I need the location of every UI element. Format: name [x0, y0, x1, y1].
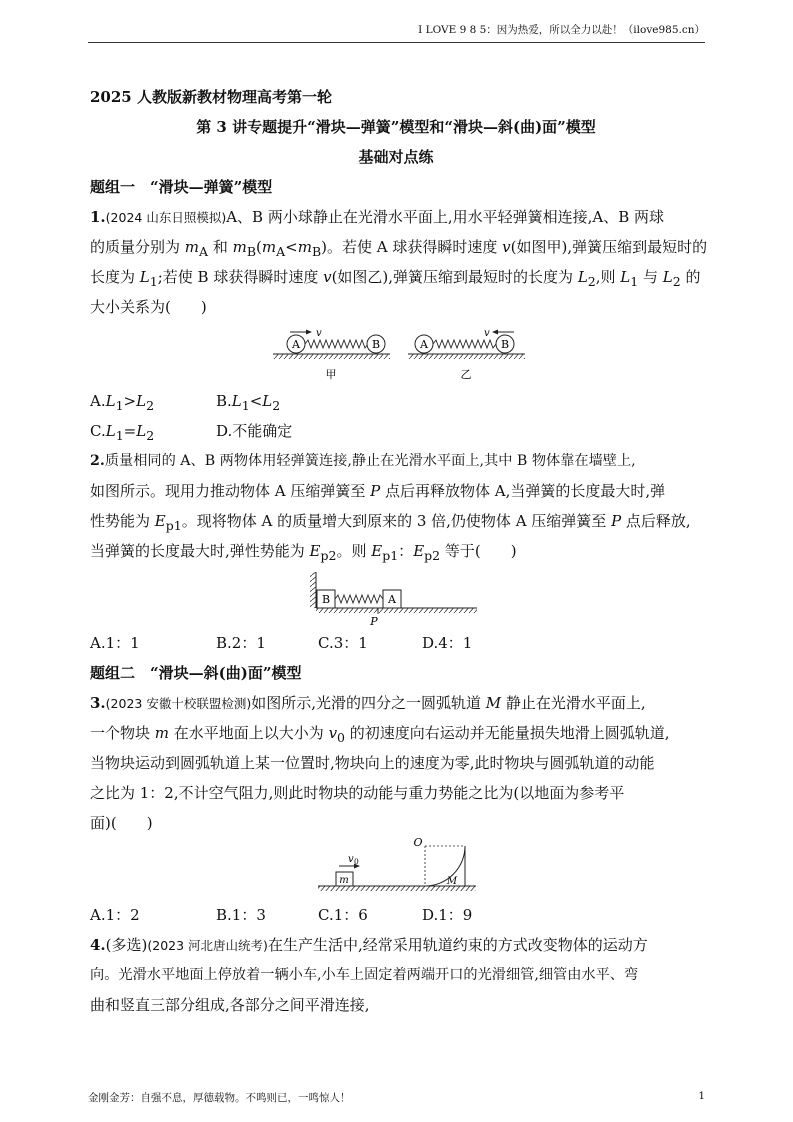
arc-track-diagram — [90, 838, 702, 900]
q3-sym: v — [328, 724, 338, 742]
q1-sym: v — [323, 268, 332, 286]
q4-number: 4. — [90, 936, 106, 954]
block-m-label: m — [339, 875, 349, 886]
q3-text: 在水平地面上以大小为 — [169, 724, 329, 742]
q3-line3: 当物块运动到圆弧轨道上某一位置时,物块向上的速度为零,此时物块与圆弧轨道的动能 — [90, 754, 655, 772]
q3-option-b[interactable]: B.1：3 — [216, 906, 266, 924]
q1-sym: B — [246, 244, 257, 259]
q1-sym: B — [311, 244, 322, 259]
q2-sym: p1 — [382, 548, 399, 563]
wall-spring-diagram — [90, 570, 702, 626]
q2-options — [90, 628, 702, 658]
q1-opt-text: > — [123, 392, 137, 410]
q1-text: 与 — [638, 268, 663, 286]
ball-a-label: A — [420, 338, 428, 351]
q3-text: 的初速度向右运动并无能量损失地滑上圆弧轨道, — [345, 724, 670, 742]
block-a-label: A — [388, 593, 396, 606]
q1-sym: 1 — [115, 428, 124, 443]
q1-sym: L — [105, 392, 116, 410]
q1-opt-text: C. — [90, 422, 106, 440]
q1-sym: 1 — [115, 398, 124, 413]
q4-prefix: (多选) — [105, 936, 148, 954]
q1-sym: L — [662, 268, 673, 286]
q2-option-a[interactable]: A.1：1 — [90, 634, 140, 652]
q1-sym: 1 — [241, 398, 250, 413]
q1-text: (如图乙),弹簧压缩到最短时的长度为 — [331, 268, 578, 286]
q2-text: 等于( ) — [440, 542, 517, 560]
q4-line2: 向。光滑水平地面上停放着一辆小车,小车上固定着两端开口的光滑细管,细管由水平、弯 — [90, 967, 639, 983]
q3-number: 3. — [90, 694, 106, 712]
q1-sym: L — [577, 268, 588, 286]
q2-sym: E — [371, 542, 383, 560]
q1-sym: m — [297, 238, 312, 256]
q3-option-a[interactable]: A.1：2 — [90, 906, 140, 924]
q1-sym: A — [199, 244, 209, 259]
q2-sym: p2 — [320, 548, 337, 563]
footer-motto: 金刚金芳：自强不息，厚德载物。不鸣则已，一鸣惊人！ — [88, 1092, 351, 1104]
q1-sym: L — [262, 392, 273, 410]
q1-sym: L — [139, 268, 150, 286]
q3-text: 一个物块 — [90, 724, 155, 742]
q1-sym: 2 — [146, 398, 155, 413]
q1-text: 的 — [680, 268, 701, 286]
q1-sym: m — [232, 238, 247, 256]
point-p-label: P — [370, 615, 378, 626]
q3-text: 如图所示,光滑的四分之一圆弧轨道 — [251, 694, 486, 712]
group-heading-1: 题组一 “滑块—弹簧”模型 — [90, 178, 273, 196]
q3-option-c[interactable]: C.1：6 — [318, 906, 368, 924]
q1-text: 长度为 — [90, 268, 140, 286]
velocity-label: v — [484, 328, 490, 339]
q1-options-row2 — [90, 416, 702, 446]
q1-sym: 2 — [672, 274, 681, 289]
page-number: 1 — [698, 1090, 705, 1102]
q2-sym: E — [154, 512, 166, 530]
block-b-label: B — [321, 593, 331, 606]
q1-sym: 1 — [630, 274, 639, 289]
top-label: 2025 人教版新教材物理高考第一轮 — [90, 88, 332, 106]
ball-a-label: A — [292, 338, 300, 351]
q1-sym: L — [136, 392, 147, 410]
ball-b-label: B — [371, 338, 381, 351]
q3-sym: M — [485, 694, 502, 712]
q1-sym: 2 — [587, 274, 596, 289]
figure-caption-left: 甲 — [325, 368, 337, 381]
q1-sym: m — [261, 238, 277, 256]
q1-sym: L — [231, 392, 242, 410]
ball-b-label: B — [500, 338, 510, 351]
q2-text: 点后释放, — [621, 512, 691, 530]
q3-line4: 之比为 1：2,不计空气阻力,则此时物块的动能与重力势能之比为(以地面为参考平 — [90, 784, 625, 802]
q1-sym: 1 — [149, 274, 158, 289]
q1-text: < — [285, 238, 298, 256]
q2-option-d[interactable]: D.4：1 — [422, 634, 473, 652]
question-2 — [90, 446, 702, 658]
question-3 — [90, 688, 702, 930]
wall — [310, 572, 316, 608]
q2-sym: p1 — [165, 518, 182, 533]
q2-sym: E — [309, 542, 321, 560]
q1-text: ;若使 B 球获得瞬时速度 — [157, 268, 324, 286]
q2-text: 点后再释放物体 A,当弹簧的长度最大时,弹 — [380, 482, 666, 500]
q1-sym: A — [276, 244, 286, 259]
figure-caption-right: 乙 — [460, 368, 472, 381]
group-heading-2: 题组二 “滑块—斜(曲)面”模型 — [90, 664, 302, 682]
q2-option-b[interactable]: B.2：1 — [216, 634, 266, 652]
q2-text: 如图所示。现用力推动物体 A 压缩弹簧至 — [90, 482, 371, 500]
q4-line1: 在生产生活中,经常采用轨道约束的方式改变物体的运动方 — [267, 936, 648, 954]
spring-ball-diagram — [90, 328, 702, 384]
q1-options-row1 — [90, 386, 702, 416]
q4-source: (2023 河北唐山统考) — [147, 938, 268, 953]
q1-sym: L — [105, 422, 116, 440]
q1-text: ( — [256, 238, 262, 256]
figure-left — [273, 328, 390, 381]
page-footer — [88, 1090, 705, 1105]
page-content — [90, 82, 708, 1020]
q1-opt-text: B. — [216, 392, 232, 410]
q1-text: )。若使 A 球获得瞬时速度 — [321, 238, 503, 256]
q1-source: (2024 山东日照模拟) — [105, 210, 227, 225]
q2-number: 2. — [90, 453, 105, 469]
q2-text: 。则 — [336, 542, 372, 560]
center-o-label: O — [413, 838, 423, 849]
q1-option-d[interactable]: D.不能确定 — [216, 422, 293, 440]
q2-sym: P — [370, 482, 381, 500]
q1-line4: 大小关系为( ) — [90, 298, 207, 316]
q1-text: 的质量分别为 — [90, 238, 185, 256]
q1-opt-text: < — [249, 392, 263, 410]
arc-track — [425, 846, 465, 886]
question-4 — [90, 930, 702, 1020]
q1-number: 1. — [90, 208, 106, 226]
q1-sym: 2 — [146, 428, 155, 443]
q3-figure — [90, 838, 702, 900]
track-m-label: M — [446, 876, 458, 887]
q1-line1: A、B 两小球静止在光滑水平面上,用水平轻弹簧相连接,A、B 两球 — [226, 208, 665, 226]
q2-text: 性势能为 — [90, 512, 155, 530]
page-header — [88, 22, 705, 43]
velocity-subscript: 0 — [354, 857, 359, 866]
q1-sym: L — [136, 422, 147, 440]
q3-options — [90, 900, 702, 930]
q2-sym: p2 — [424, 548, 441, 563]
q1-text: ,则 — [595, 268, 621, 286]
q1-sym: L — [620, 268, 631, 286]
figure-right — [408, 328, 525, 381]
q2-text: ： — [398, 542, 414, 560]
q1-sym: m — [184, 238, 200, 256]
q3-option-d[interactable]: D.1：9 — [422, 906, 473, 924]
q2-text: 当弹簧的长度最大时,弹性势能为 — [90, 542, 310, 560]
q1-opt-text: A. — [90, 392, 106, 410]
q2-text: 。现将物体 A 的质量增大到原来的 3 倍,仍使物体 A 压缩弹簧至 — [181, 512, 612, 530]
q2-line1: 质量相同的 A、B 两物体用轻弹簧连接,静止在光滑水平面上,其中 B 物体靠在墙壁上, — [104, 453, 636, 469]
q2-sym: P — [611, 512, 622, 530]
page-subtitle: 基础对点练 — [358, 148, 434, 166]
q2-option-c[interactable]: C.3：1 — [318, 634, 368, 652]
q3-sym: 0 — [337, 730, 345, 745]
q1-text: 和 — [208, 238, 233, 256]
q1-text: (如图甲),弹簧压缩到最短时的 — [510, 238, 708, 256]
velocity-label: v — [316, 328, 322, 339]
q3-sym: m — [154, 724, 170, 742]
q1-figure — [90, 328, 702, 384]
q1-sym: v — [502, 238, 511, 256]
question-1 — [90, 202, 708, 446]
velocity-label: v — [348, 854, 354, 865]
header-text: I LOVE 9 8 5：因为热爱，所以全力以赴！（ilove985.cn） — [418, 24, 705, 36]
q3-text: 静止在光滑水平面上, — [501, 694, 646, 712]
q1-sym: 2 — [272, 398, 281, 413]
q3-line5: 面)( ) — [90, 814, 153, 832]
q2-sym: E — [413, 542, 425, 560]
q4-line3: 曲和竖直三部分组成,各部分之间平滑连接, — [90, 996, 370, 1014]
q1-opt-text: = — [123, 422, 137, 440]
page-title: 第 3 讲专题提升“滑块—弹簧”模型和“滑块—斜(曲)面”模型 — [196, 118, 596, 136]
q3-source: (2023 安徽十校联盟检测) — [105, 696, 252, 711]
q2-figure — [90, 570, 702, 626]
